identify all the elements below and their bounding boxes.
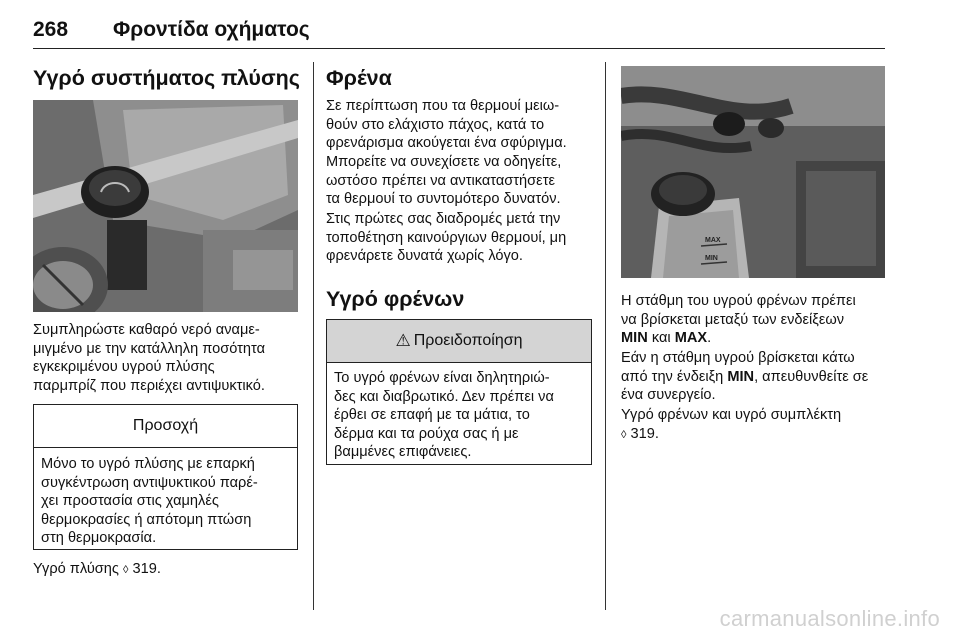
brake-fluid-level-paragraph [621,292,856,348]
max-mark-label: MAX [705,237,721,244]
reference-text: Υγρό φρένων και υγρό συμπλέκτη [621,407,842,423]
washer-fluid-paragraph [33,321,265,395]
paragraph-line: τοποθέτηση καινούργιων θερμουί, μη [326,229,567,246]
notice-line: στη θερμοκρασία. [41,530,157,547]
paragraph-line: τα θερμουί το συντομότερο δυνατόν. [326,191,561,208]
brakes-paragraph-1 [326,97,567,153]
notice-line: Μόνο το υγρό πλύσης με επαρκή [41,456,255,472]
page-reference-arrow-icon: ◊ [123,564,129,576]
paragraph-line: Συμπληρώστε καθαρό νερό αναμε- [33,322,260,338]
warning-title-bar [327,320,591,363]
min-term: MIN [727,368,755,385]
paragraph-line: εγκεκριμένου υγρού πλύσης [33,359,215,376]
warning-line: Το υγρό φρένων είναι δηλητηριώ- [334,370,550,386]
warning-line: βαμμένες επιφάνειες. [334,444,472,461]
washer-fluid-heading: Υγρό συστήματος πλύσης [33,66,300,90]
warning-title: Προειδοποίηση [413,332,523,349]
paragraph-line: φρενάρισμα ακούγεται ένα σφύριγμα. [326,135,567,152]
paragraph-line: Μπορείτε να συνεχίσετε να οδηγείτε, [326,154,562,170]
warning-line: δες και διαβρωτικό. Δεν πρέπει να [334,388,554,405]
conjunction-text: και [651,330,671,347]
washer-reservoir-photo [33,100,298,312]
paragraph-line: παρμπρίζ που περιέχει αντιψυκτικό. [33,377,265,394]
caution-notice-box [33,404,298,550]
notice-line: χει προστασία στις χαμηλές [41,493,219,510]
paragraph-text: από την ένδειξη [621,368,724,385]
brake-fluid-reservoir-photo [621,66,885,278]
running-title: Φροντίδα οχήματος [113,18,310,41]
caution-notice-body [34,448,297,548]
brake-fluid-low-paragraph [621,349,868,405]
min-mark-label: MIN [705,255,718,262]
column-divider-right [605,62,606,610]
warning-box [326,319,592,465]
washer-reservoir-illustration [33,100,298,312]
page-header [33,10,885,49]
paragraph-line: Εάν η στάθμη υγρού βρίσκεται κάτω [621,350,855,366]
warning-triangle-icon: ⚠ [395,331,411,350]
paragraph-line: μιγμένο με την κατάλληλη ποσότητα [33,340,266,357]
paragraph-line: Η στάθμη του υγρού φρένων πρέπει [621,293,856,309]
reference-text: Υγρό πλύσης [33,561,119,577]
notice-line: θερμοκρασίες ή απότομη πτώση [41,511,252,528]
paragraph-text: , απευθυνθείτε σε [754,368,869,385]
reference-page-link[interactable]: 319. [132,561,161,577]
paragraph-line: θούν στο ελάχιστο πάχος, κατά το [326,116,545,133]
brakes-heading: Φρένα [326,66,392,90]
notice-line: συγκέντρωση αντιψυκτικού παρέ- [41,474,258,491]
paragraph-line: φρενάρετε δυνατά χωρίς λόγο. [326,248,523,265]
warning-line: έρθει σε επαφή με τα μάτια, το [334,407,530,424]
page-reference-arrow-icon: ◊ [621,428,627,441]
caution-notice-title: Προσοχή [34,405,297,448]
brakes-paragraph-2 [326,153,561,209]
column-divider-left [313,62,314,610]
brakes-paragraph-3 [326,210,566,266]
paragraph-line: ένα συνεργείο. [621,387,716,404]
brake-fluid-heading: Υγρό φρένων [326,287,465,311]
min-term: MIN [621,330,648,347]
page-number: 268 [33,18,69,41]
brake-reservoir-illustration [621,66,885,278]
paragraph-line: Σε περίπτωση που τα θερμουί μειω- [326,98,560,114]
max-term: MAX [674,330,708,347]
paragraph-line: Στις πρώτες σας διαδρομές μετά την [326,211,561,227]
warning-line: δέρμα και τα ρούχα σας ή με [334,425,519,442]
sentence-end: . [707,330,712,347]
paragraph-line: να βρίσκεται μεταξύ των ενδείξεων [621,311,845,328]
reference-page-link[interactable]: 319. [630,425,659,442]
brake-clutch-fluid-reference [621,406,841,444]
watermark: carmanualsonline.info [719,606,940,631]
washer-fluid-reference [33,560,161,580]
paragraph-line: ωστόσο πρέπει να αντικαταστήσετε [326,172,555,189]
warning-body [327,363,591,462]
